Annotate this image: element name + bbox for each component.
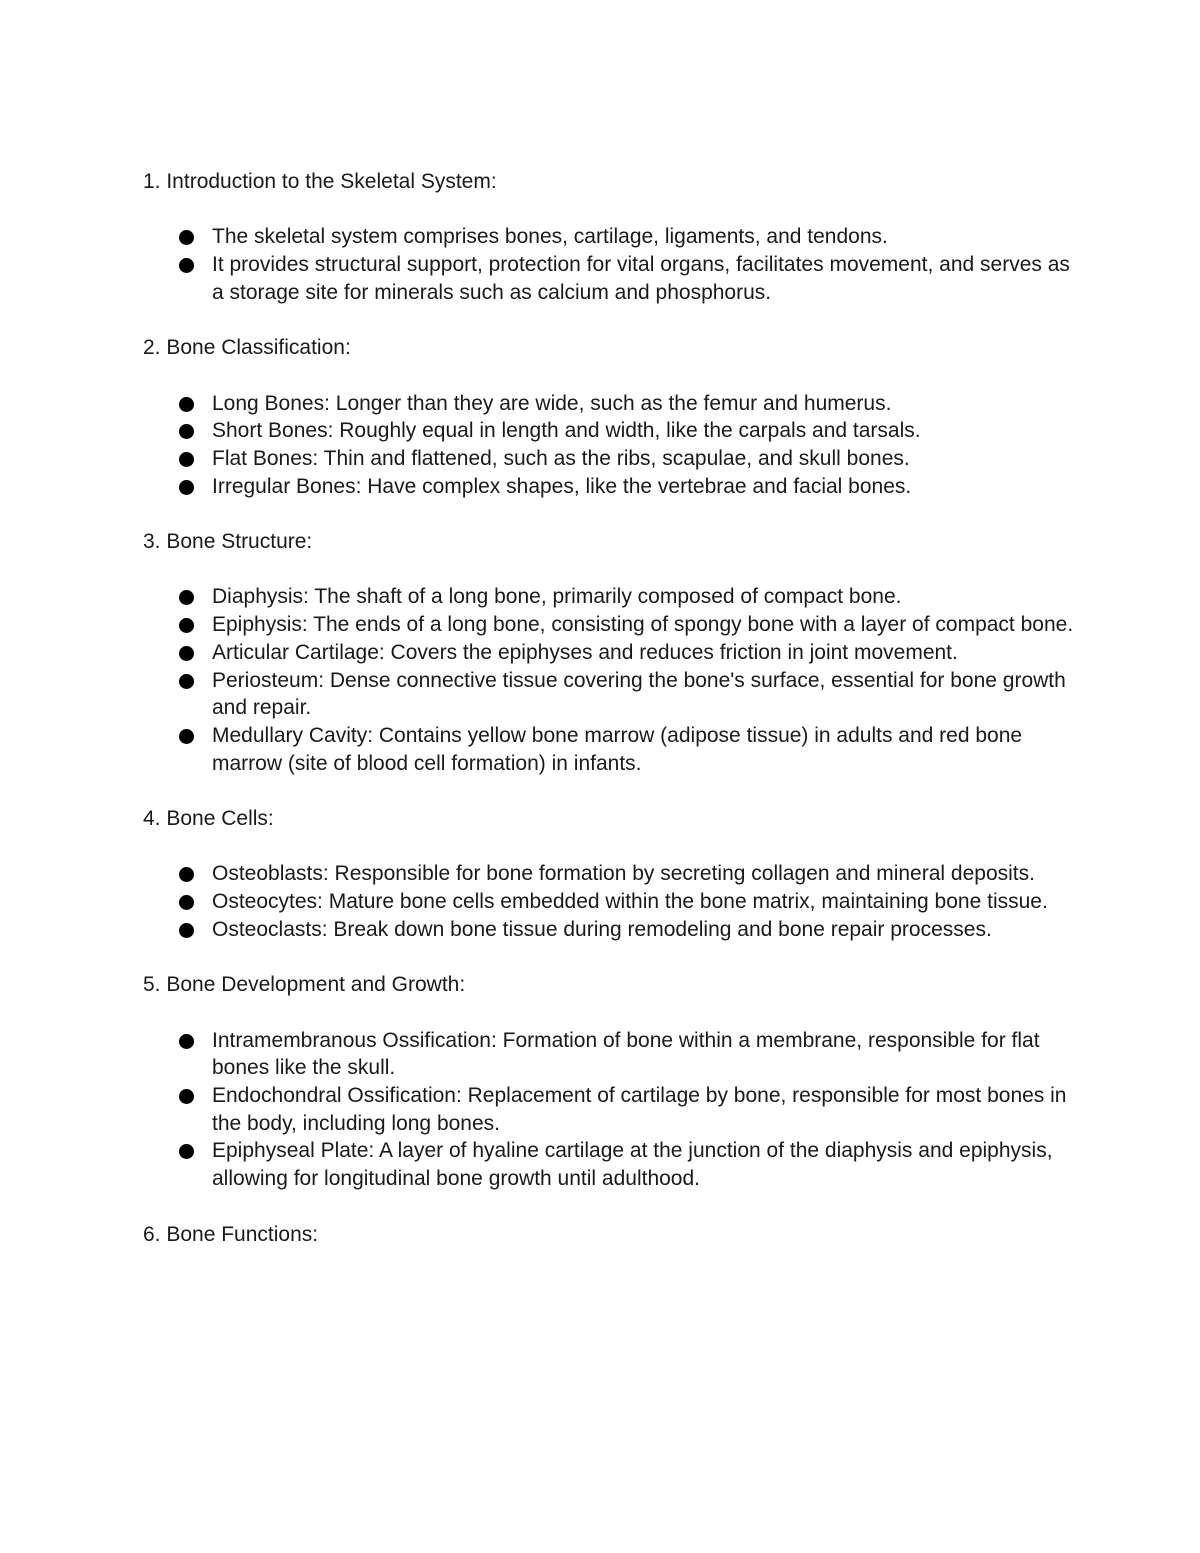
list-item — [143, 1027, 1083, 1082]
list-item — [143, 473, 1083, 501]
section-bone-development — [143, 971, 1083, 1193]
list-item — [143, 445, 1083, 473]
list-item-text: Medullary Cavity: Contains yellow bone marrow (adipose tissue) in adults and red bone marrow (site of blood cell formation) in infants. — [212, 723, 1023, 775]
bullet-icon — [179, 867, 194, 882]
section-bone-functions — [143, 1221, 1083, 1249]
section-heading: 2. Bone Classification: — [143, 336, 351, 360]
list-item — [143, 417, 1083, 445]
list-item — [143, 1082, 1083, 1137]
document-content — [143, 168, 1083, 1276]
list-item — [143, 667, 1083, 722]
list-item — [143, 223, 1083, 251]
bullet-list — [143, 860, 1083, 943]
section-bone-classification — [143, 334, 1083, 500]
list-item-text: Long Bones: Longer than they are wide, such as the femur and humerus. — [212, 391, 892, 415]
list-item-text: Periosteum: Dense connective tissue covering the bone's surface, essential for bone growth and repair. — [212, 668, 1066, 720]
bullet-list — [143, 390, 1083, 501]
section-introduction — [143, 168, 1083, 307]
list-item — [143, 390, 1083, 418]
bullet-icon — [179, 480, 194, 495]
bullet-icon — [179, 646, 194, 661]
list-item-text: Endochondral Ossification: Replacement of cartilage by bone, responsible for most bones in the body, including long bones. — [212, 1084, 1067, 1135]
list-item-text: It provides structural support, protection for vital organs, facilitates movement, and serves as a storage site for minerals such as calcium and phosphorus. — [212, 253, 1070, 304]
bullet-icon — [179, 397, 194, 412]
bullet-list — [143, 223, 1083, 306]
bullet-list — [143, 1027, 1083, 1193]
list-item — [143, 251, 1083, 306]
list-item — [143, 722, 1083, 777]
bullet-icon — [179, 895, 194, 910]
list-item-text: Flat Bones: Thin and flattened, such as the ribs, scapulae, and skull bones. — [212, 446, 910, 470]
list-item-text: Articular Cartilage: Covers the epiphyses and reduces friction in joint movement. — [212, 640, 958, 664]
list-item — [143, 860, 1083, 888]
list-item-text: Osteoclasts: Break down bone tissue during remodeling and bone repair processes. — [212, 917, 992, 941]
list-item-text: Epiphyseal Plate: A layer of hyaline cartilage at the junction of the diaphysis and epiphysis, allowing for longitudinal bone growth until adulthood. — [212, 1139, 1053, 1191]
list-item — [143, 888, 1083, 916]
bullet-icon — [179, 230, 194, 245]
section-bone-cells — [143, 805, 1083, 944]
bullet-icon — [179, 1089, 194, 1104]
bullet-icon — [179, 452, 194, 467]
list-item — [143, 639, 1083, 667]
list-item — [143, 611, 1083, 639]
section-heading: 5. Bone Development and Growth: — [143, 973, 466, 997]
section-bone-structure — [143, 528, 1083, 777]
bullet-icon — [179, 258, 194, 273]
bullet-list — [143, 583, 1083, 777]
list-item-text: Diaphysis: The shaft of a long bone, primarily composed of compact bone. — [212, 585, 902, 609]
list-item-text: Osteoblasts: Responsible for bone formation by secreting collagen and mineral deposits. — [212, 862, 1035, 886]
list-item — [143, 1137, 1083, 1192]
bullet-icon — [179, 424, 194, 439]
section-heading: 3. Bone Structure: — [143, 530, 313, 554]
list-item-text: The skeletal system comprises bones, cartilage, ligaments, and tendons. — [212, 225, 888, 249]
list-item-text: Epiphysis: The ends of a long bone, consisting of spongy bone with a layer of compact bone. — [212, 613, 1074, 637]
list-item-text: Osteocytes: Mature bone cells embedded within the bone matrix, maintaining bone tissue. — [212, 890, 1048, 914]
bullet-icon — [179, 1144, 194, 1159]
bullet-icon — [179, 729, 194, 744]
bullet-icon — [179, 1034, 194, 1049]
list-item — [143, 583, 1083, 611]
section-heading: 1. Introduction to the Skeletal System: — [143, 170, 497, 193]
list-item — [143, 916, 1083, 944]
section-heading: 6. Bone Functions: — [143, 1222, 319, 1246]
list-item-text: Intramembranous Ossification: Formation of bone within a membrane, responsible for flat bones like the skull. — [212, 1028, 1040, 1080]
list-item-text: Short Bones: Roughly equal in length and width, like the carpals and tarsals. — [212, 419, 921, 443]
section-heading: 4. Bone Cells: — [143, 807, 274, 831]
bullet-icon — [179, 923, 194, 938]
bullet-icon — [179, 618, 194, 633]
list-item-text: Irregular Bones: Have complex shapes, like the vertebrae and facial bones. — [212, 474, 912, 498]
bullet-icon — [179, 674, 194, 689]
bullet-icon — [179, 590, 194, 605]
